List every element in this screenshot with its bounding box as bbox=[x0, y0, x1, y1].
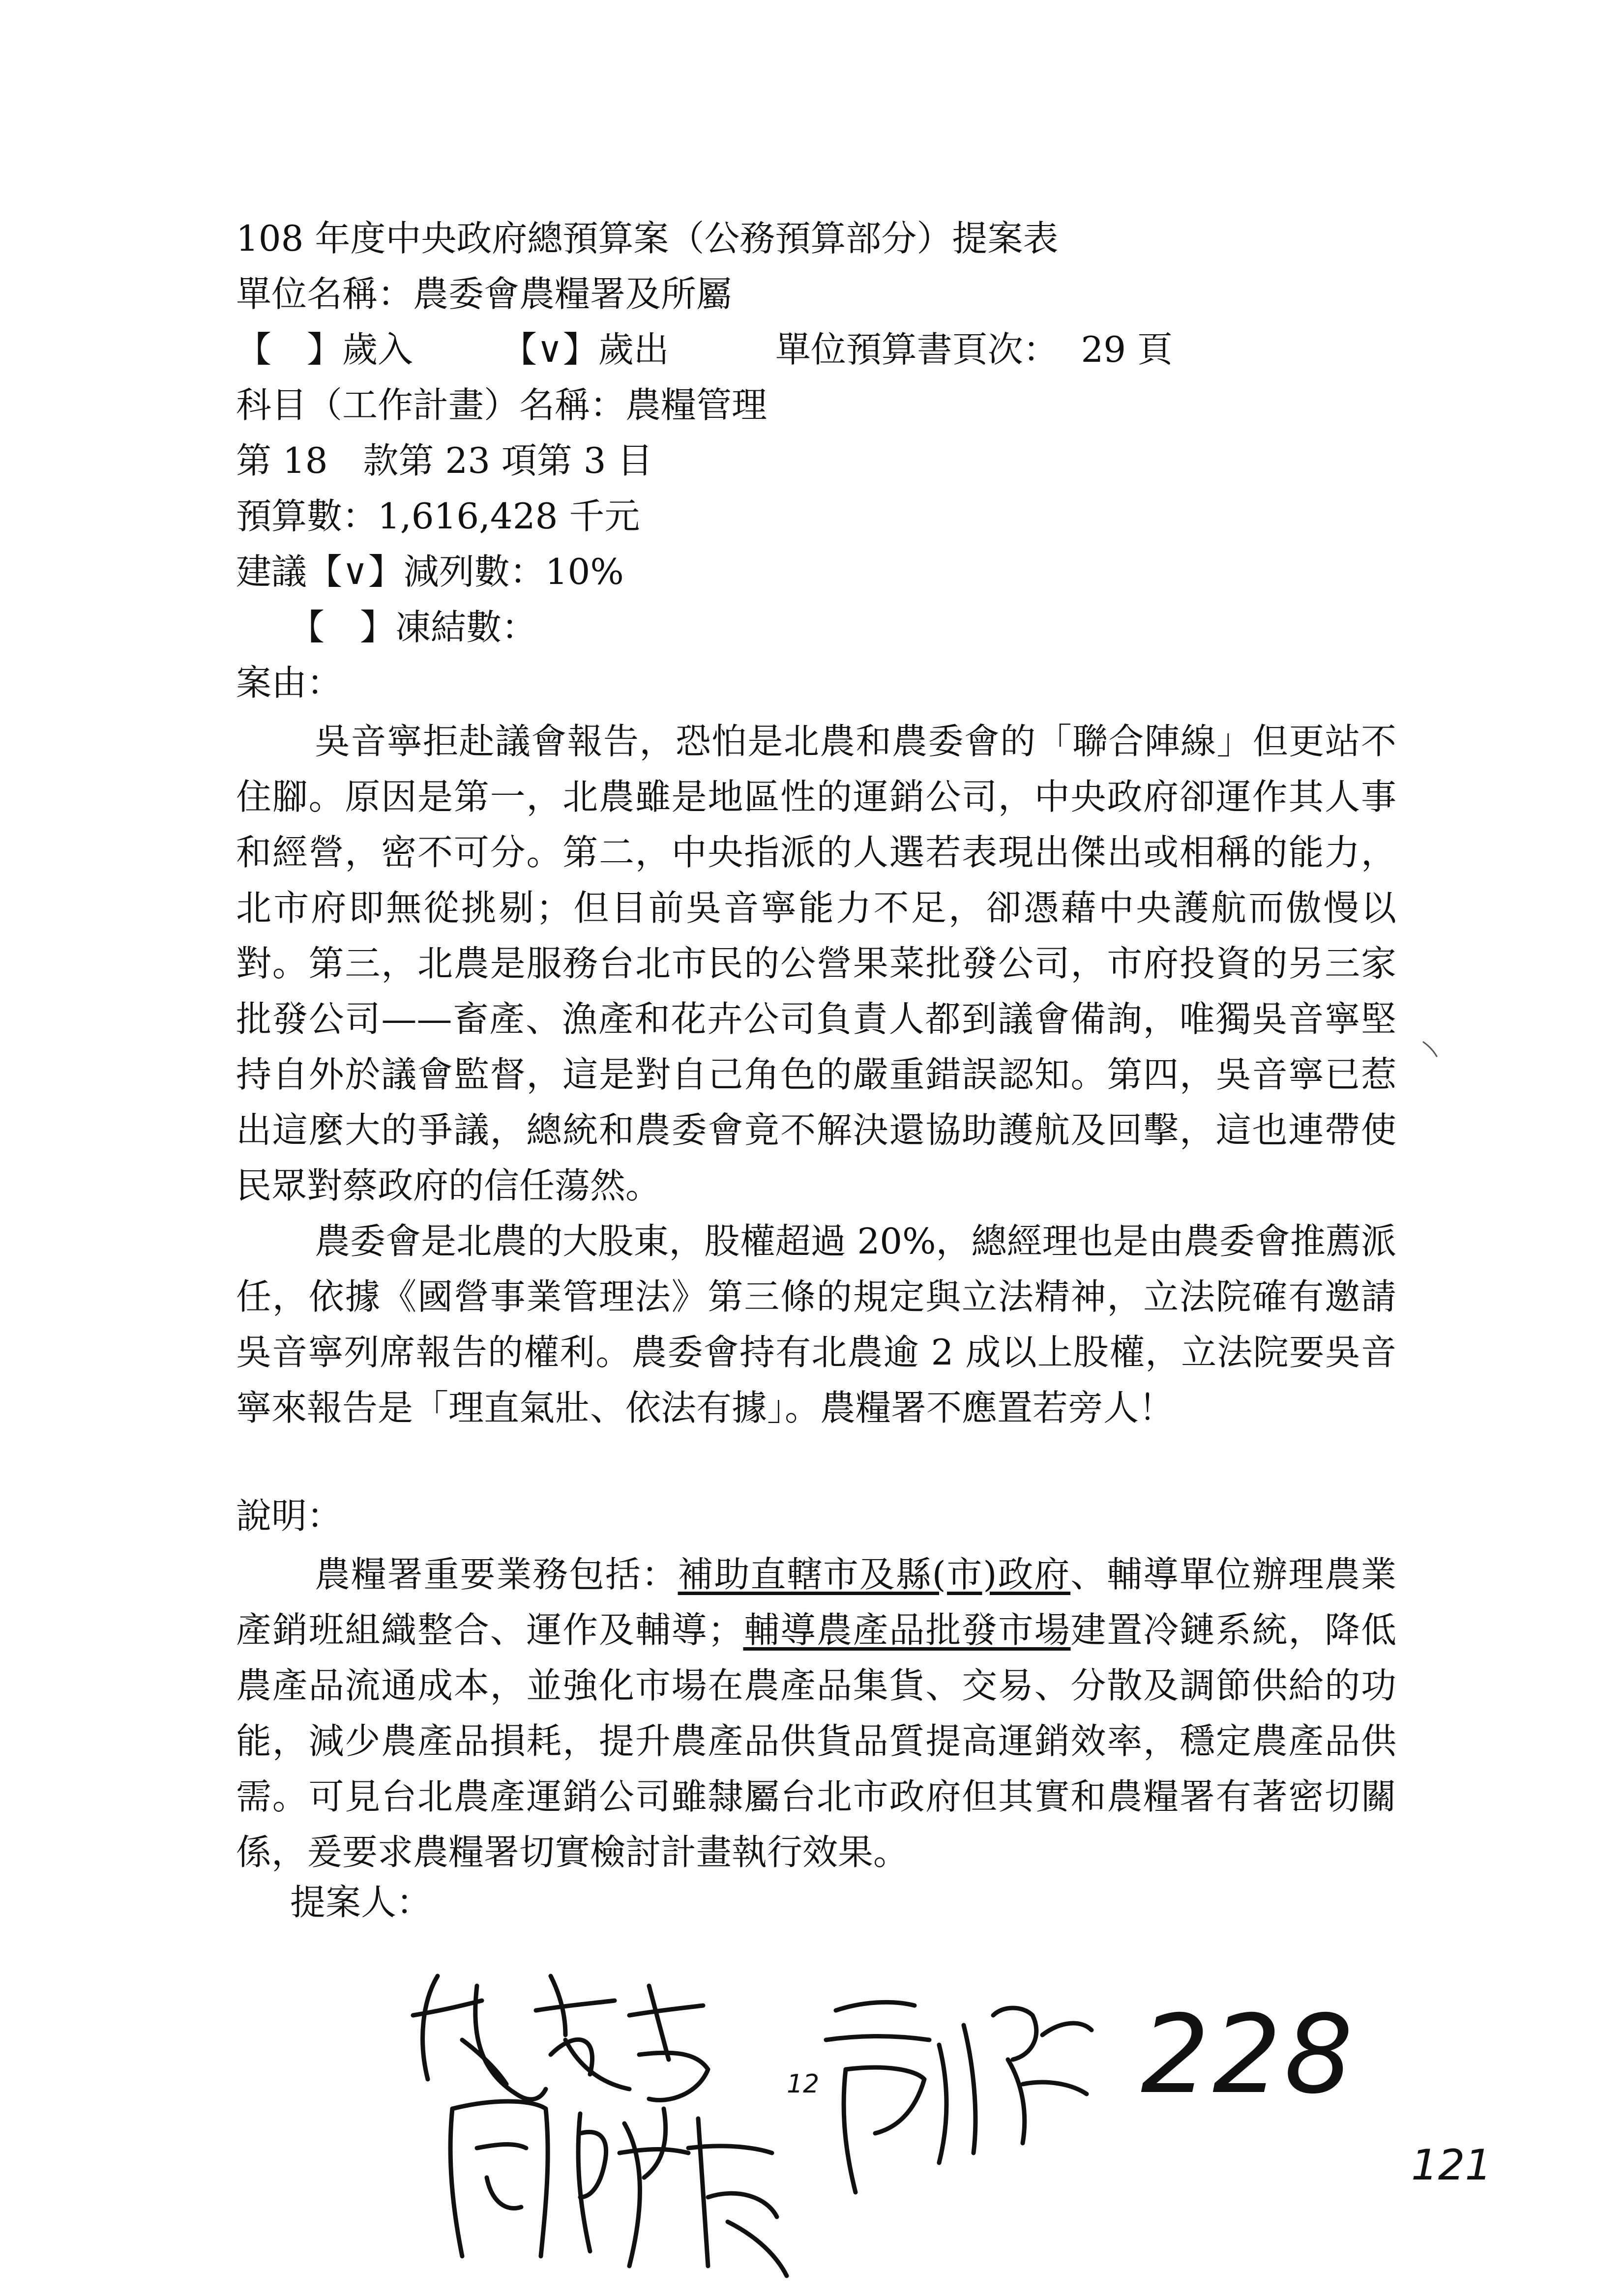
unit-name: 單位名稱：農委會農糧署及所屬 bbox=[236, 273, 732, 315]
proposer-label: 提案人： bbox=[290, 1882, 432, 1923]
reason-paragraph-2: 農委會是北農的大股東，股權超過 20%，總經理也是由農委會推薦派任，依據《國營事業管理法》第三條的規定與立法精神，立法院確有邀請吳音寧列席報告的權利。農委會持有北農逾 2 成以上股權，立法院要吳音寧來報告是「理直氣壯、依法有據」。農糧署不應置若旁人！ bbox=[236, 1221, 1396, 1428]
subject-name: 科目（工作計畫）名稱：農糧管理 bbox=[236, 384, 768, 426]
explain-underlined-1: 補助直轄市及縣(市)政府 bbox=[678, 1554, 1071, 1595]
budget-amount: 預算數：1,616,428 千元 bbox=[236, 495, 640, 537]
margin-mark bbox=[1421, 1040, 1441, 1059]
explain-paragraph bbox=[236, 1547, 1396, 1880]
budget-type-line: 【 】歲入 【∨】歲出 單位預算書頁次： 29 頁 bbox=[236, 329, 1173, 370]
freeze-suggestion: 【 】凍結數： bbox=[236, 607, 537, 648]
document-title: 108 年度中央政府總預算案（公務預算部分）提案表 bbox=[236, 218, 1059, 259]
reason-paragraph-1: 吳音寧拒赴議會報告，恐怕是北農和農委會的「聯合陣線」但更站不住腳。原因是第一，北農雖是地區性的運銷公司，中央政府卻運作其人事和經營，密不可分。第二，中央指派的人選若表現出傑出或相稱的能力，北市府即無從挑剔；但目前吳音寧能力不足，卻憑藉中央護航而傲慢以對。第三，北農是服務台北市民的公營果菜批發公司，市府投資的另三家批發公司——畜產、漁產和花卉公司負責人都到議會備詢，唯獨吳音寧堅持自外於議會監督，這是對自己角色的嚴重錯誤認知。第四，吳音寧已惹出這麼大的爭議，總統和農委會竟不解決還協助護航及回擊，這也連帶使民眾對蔡政府的信任蕩然。 bbox=[236, 721, 1396, 1206]
explain-text-mid: 、輔導單位辦理農業產銷班組織整合、運作及輔導； bbox=[236, 1554, 1396, 1651]
explain-underlined-2: 輔導農產品批發市場 bbox=[743, 1609, 1071, 1651]
explain-text-rest: 建置冷鏈系統，降低農產品流通成本，並強化市場在農產品集貨、交易、分散及調節供給的功能，減少農產品損耗，提升農產品供貨品質提高運銷效率，穩定農產品供需。可見台北農產運銷公司雖隸屬台北市政府但其實和農糧署有著密切關係，爰要求農糧署切實檢討計畫執行效果。 bbox=[236, 1609, 1396, 1873]
handwritten-signature-2 bbox=[433, 2079, 836, 2286]
budget-item: 第 18 款第 23 項第 3 目 bbox=[236, 440, 653, 481]
stamp-number: 228 bbox=[1141, 1992, 1356, 2118]
reduction-suggestion: 建議【∨】減列數：10% bbox=[236, 551, 624, 592]
reason-label: 案由： bbox=[236, 662, 343, 703]
handwritten-signature-3 bbox=[816, 1986, 1101, 2202]
page-number: 121 bbox=[1411, 2141, 1492, 2190]
small-number: 12 bbox=[787, 2069, 820, 2099]
explain-text-start: 農糧署重要業務包括： bbox=[315, 1554, 678, 1595]
explain-label: 說明： bbox=[236, 1495, 343, 1537]
